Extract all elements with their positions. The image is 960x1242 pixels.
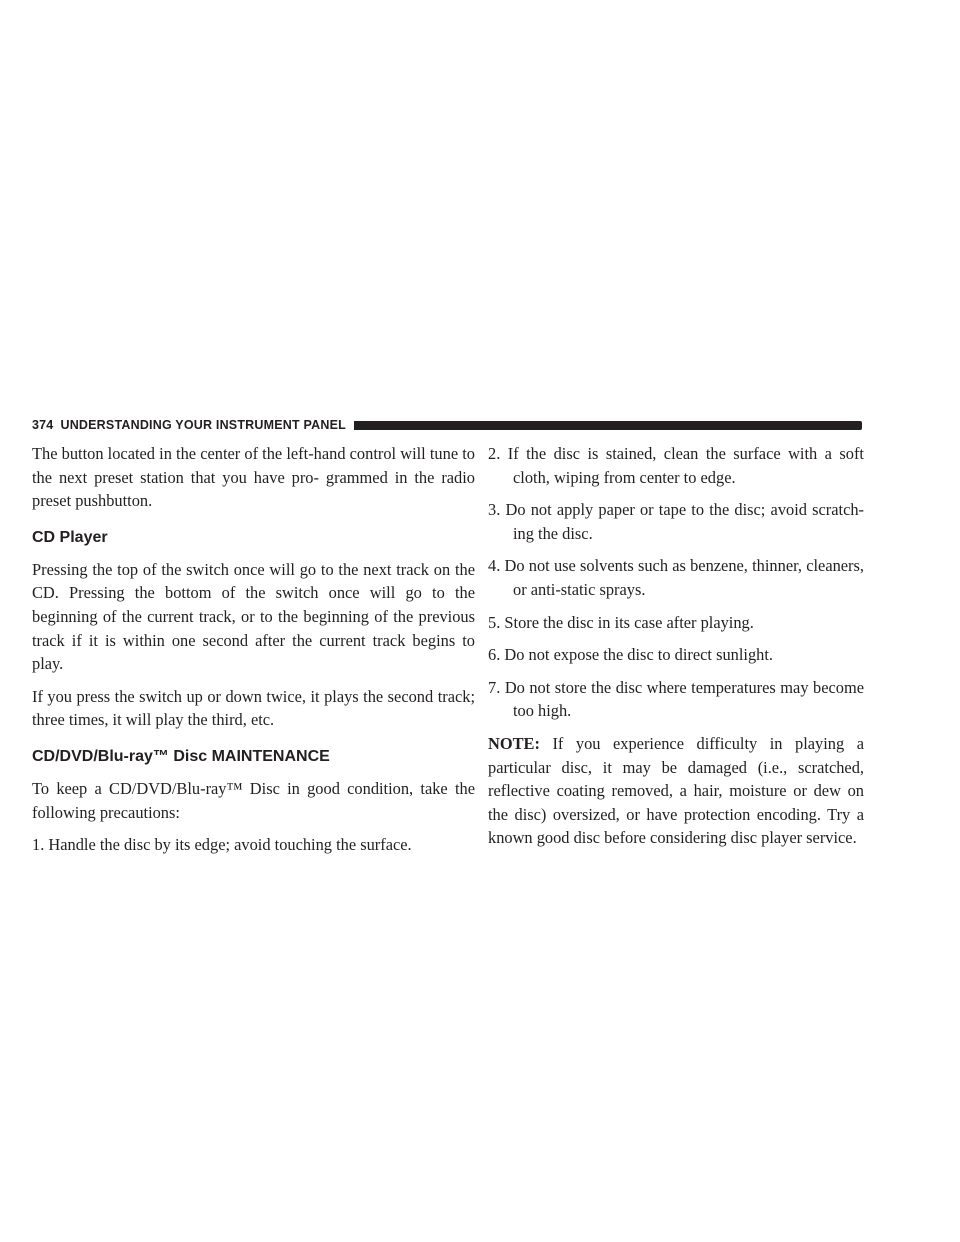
disc-maintenance-heading: CD/DVD/Blu-ray™ Disc MAINTENANCE xyxy=(32,747,330,765)
note-label: NOTE: xyxy=(488,733,540,753)
list-item xyxy=(488,643,864,667)
list-item xyxy=(488,442,864,489)
list-item-number: 6. xyxy=(488,645,501,665)
intro-paragraph: The button located in the center of the left-hand control will tune to the next preset station that you have pro- grammed in the radio preset pushbutton. xyxy=(32,444,475,511)
list-item-number: 1. xyxy=(32,835,45,855)
list-item-number: 2. xyxy=(488,444,501,463)
cd-player-paragraph-1: Pressing the top of the switch once will go to the next track on the CD. Pressing the bottom of the switch once will go to the beginning of the current track, or to the beginning of the previous track if it is within one second after the current track begins to play. xyxy=(32,559,475,674)
list-item xyxy=(488,611,864,635)
note-text: If you experience difficulty in playing a particular disc, it may be damaged (i.e., scratched, reflective coating removed, a hair, moisture or dew on the disc) oversized, or have protection encoding. Try a known good disc before considering disc player service. xyxy=(488,733,864,848)
page-header xyxy=(32,417,862,433)
list-item-text: Do not apply paper or tape to the disc; avoid scratch- ing the disc. xyxy=(505,500,864,543)
header-rule xyxy=(354,421,862,430)
page-number: 374 xyxy=(32,418,54,432)
right-column xyxy=(488,442,864,859)
section-title: UNDERSTANDING YOUR INSTRUMENT PANEL xyxy=(60,418,346,432)
note-paragraph xyxy=(488,732,864,850)
list-item-number: 5. xyxy=(488,612,501,632)
cd-player-paragraph-2: If you press the switch up or down twice, it plays the second track; three times, it will play the third, etc. xyxy=(32,686,475,730)
list-item-text: Handle the disc by its edge; avoid touching the surface. xyxy=(48,835,412,855)
list-item-text: Do not expose the disc to direct sunlight. xyxy=(504,645,773,665)
list-item-text: Do not use solvents such as benzene, thinner, cleaners, or anti-static sprays. xyxy=(504,556,864,599)
list-item-number: 3. xyxy=(488,500,501,520)
list-item xyxy=(488,498,864,545)
list-item-number: 7. xyxy=(488,677,501,697)
list-item xyxy=(488,554,864,601)
cd-player-heading: CD Player xyxy=(32,528,108,546)
list-item-number: 4. xyxy=(488,556,501,576)
list-item-text: Do not store the disc where temperatures may become too high. xyxy=(504,677,864,721)
precautions-list-right xyxy=(488,442,864,723)
precautions-list-left xyxy=(32,833,475,857)
disc-maintenance-paragraph: To keep a CD/DVD/Blu-ray™ Disc in good condition, take the following precautions: xyxy=(32,778,475,822)
left-column xyxy=(32,442,475,866)
list-item-text: Store the disc in its case after playing. xyxy=(504,612,754,632)
list-item xyxy=(32,833,475,857)
list-item xyxy=(488,676,864,723)
list-item-text: If the disc is stained, clean the surface with a soft cloth, wiping from center to edge. xyxy=(507,444,864,487)
